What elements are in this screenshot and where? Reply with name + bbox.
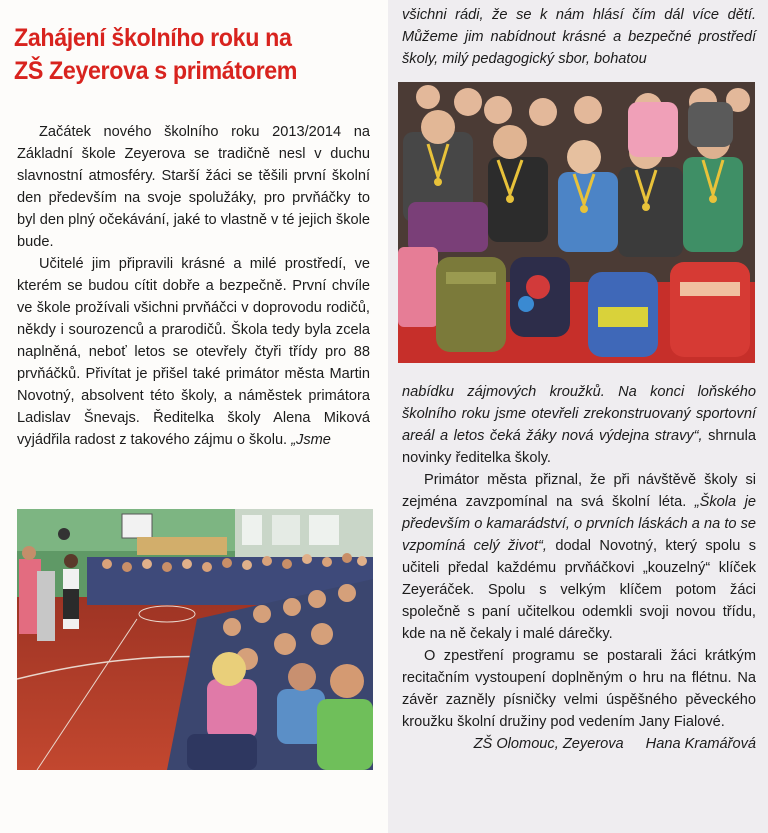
quote-continued: všichni rádi, že se k nám hlásí čím dál více dětí. Můžeme jim nabídnout krásné a bezpečné prostředí školy, milý pedagogický sbor, bohatou [402,7,756,67]
headline-line-1: Zahájení školního roku na [14,24,292,52]
gym-photo-image [17,509,373,770]
quote-end: nabídku zájmových kroužků. Na konci loňského školního roku jsme otevřeli zrekonstruovaný sportovní areál a letos čeká žáky nová výdejna stravy“, [402,384,756,444]
quote-attribution: shrnula novinky ředitelka školy. [402,428,756,466]
author-name: Hana Kramářová [645,736,756,752]
gym-assembly-photo [17,509,373,770]
right-top-text [402,4,756,70]
article-headline [14,22,351,88]
paragraph-mayor [402,469,756,645]
program-text: O zpestření programu se postarali žáci krátkým recitačním vystoupení doplněným o hru na flétnu. Na závěr zazněly písničky velmi úspěšného pěveckého kroužku školní družiny pod vedením Jany Fialové. [402,648,756,730]
paragraph-2-text: Učitelé jim připravili krásné a milé prostředí, ve kterém se budou cítit dobře a bezpečně. První chvíle ve škole prožívali všichni prvňáčci v doprovodu rodičů, někdy i sourozenců a prarodičů. Škola tedy byla zcela naplněná, neboť letos se otevřely čtyři třídy pro 88 prvňáčků. Přivítat je přišel také primátor města Martin Novotný, absolvent této školy, a náměstek primátora Ladislav Šnevajs. Ředitelka školy Alena Miková vyjádřila radost z takového zájmu o školu. [17,256,370,448]
mayor-quote: „Škola je především o kamarádství, o prvních láskách a na to se vzpomíná celý život“, [402,494,757,554]
first-graders-photo [398,82,755,363]
quote-start: „Jsme [291,432,331,448]
paragraph-2 [17,253,370,451]
author-school: ZŠ Olomouc, Zeyerova [473,736,624,752]
headline-line-2: ZŠ Zeyerova s primátorem [14,57,298,85]
left-body-text [17,121,370,451]
mayor-text: Primátor města přiznal, že při návštěvě školy si zejména zavzpomínal na svá školní léta. [402,472,756,510]
quote-end-paragraph [402,381,756,469]
right-body-text [402,381,756,755]
mayor-rest: dodal Novotný, který spolu s učiteli předal každému prvňáčkovi „kouzelný“ klíček Zeyeráček. Spolu s velkým klíčem potom žáci společně s paní učitelkou odemkli svoji novou třídu, kde na ně čekaly i malé dárečky. [402,538,756,642]
kids-photo-image [398,82,755,363]
paragraph-1: Začátek nového školního roku 2013/2014 na Základní škole Zeyerova se tradičně nesl v duchu slavnostní atmosféry. Starší žáci se těšili první školní den především na svoje spolužáky, pro prvňáčky to byl den plný očekávání, jaké to vlastně v té jejich škole bude. [17,124,370,250]
